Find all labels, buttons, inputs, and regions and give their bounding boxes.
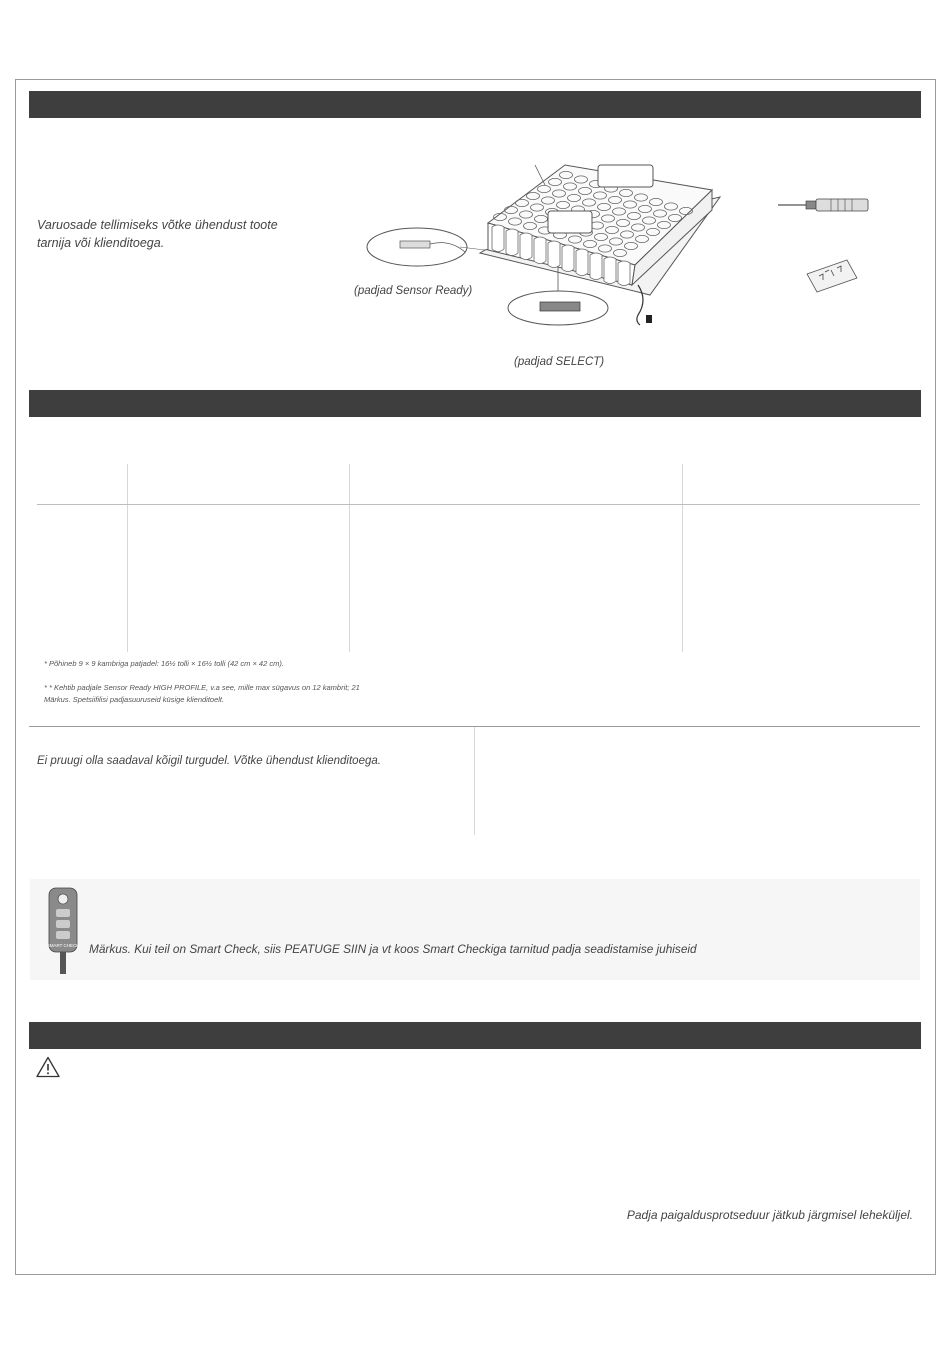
- repair-kit-icon: [805, 258, 860, 293]
- caption-sensor-ready: (padjad Sensor Ready): [354, 285, 473, 297]
- smart-check-device-icon: [47, 887, 79, 977]
- section-header-bar-sizes: [29, 390, 921, 417]
- availability-note: Ei pruugi olla saadaval kõigil turgudel. Võtke ühendust klienditoega.: [37, 755, 381, 767]
- cushion-illustration: [360, 155, 740, 335]
- svg-text:SMART CHECK: SMART CHECK: [46, 943, 80, 948]
- warning-icon: [36, 1056, 60, 1078]
- size-footnote: Märkus. Spetsiifilisi padjasuuruseid küsige klienditoelt.: [44, 695, 225, 704]
- section-header-bar-install: [29, 1022, 921, 1049]
- size-footnote: * Põhineb 9 × 9 kambriga patjadel: 16½ tolli × 16½ tolli (42 cm × 42 cm).: [44, 659, 284, 668]
- section-header-bar-parts: [29, 91, 921, 118]
- smart-check-note: Märkus. Kui teil on Smart Check, siis PEATUGE SIIN ja vt koos Smart Checkiga tarnitud padja seadistamise juhiseid: [89, 942, 697, 956]
- hand-pump-icon: [776, 197, 871, 215]
- table-column-divider: [127, 464, 128, 652]
- smart-check-note-box: [30, 879, 920, 980]
- continues-note: Padja paigaldusprotseduur jätkub järgmisel leheküljel.: [626, 1208, 913, 1222]
- table-column-divider: [349, 464, 350, 652]
- column-divider: [474, 727, 475, 835]
- caption-select: (padjad SELECT): [514, 356, 605, 368]
- table-column-divider: [682, 464, 683, 652]
- size-footnote: * * Kehtib padjale Sensor Ready HIGH PROFILE, v.a see, mille max sügavus on 12 kambrit; 21: [44, 683, 360, 692]
- table-header-divider: [37, 504, 920, 505]
- parts-order-note: Varuosade tellimiseks võtke ühendust toote tarnija või klienditoega.: [37, 218, 278, 250]
